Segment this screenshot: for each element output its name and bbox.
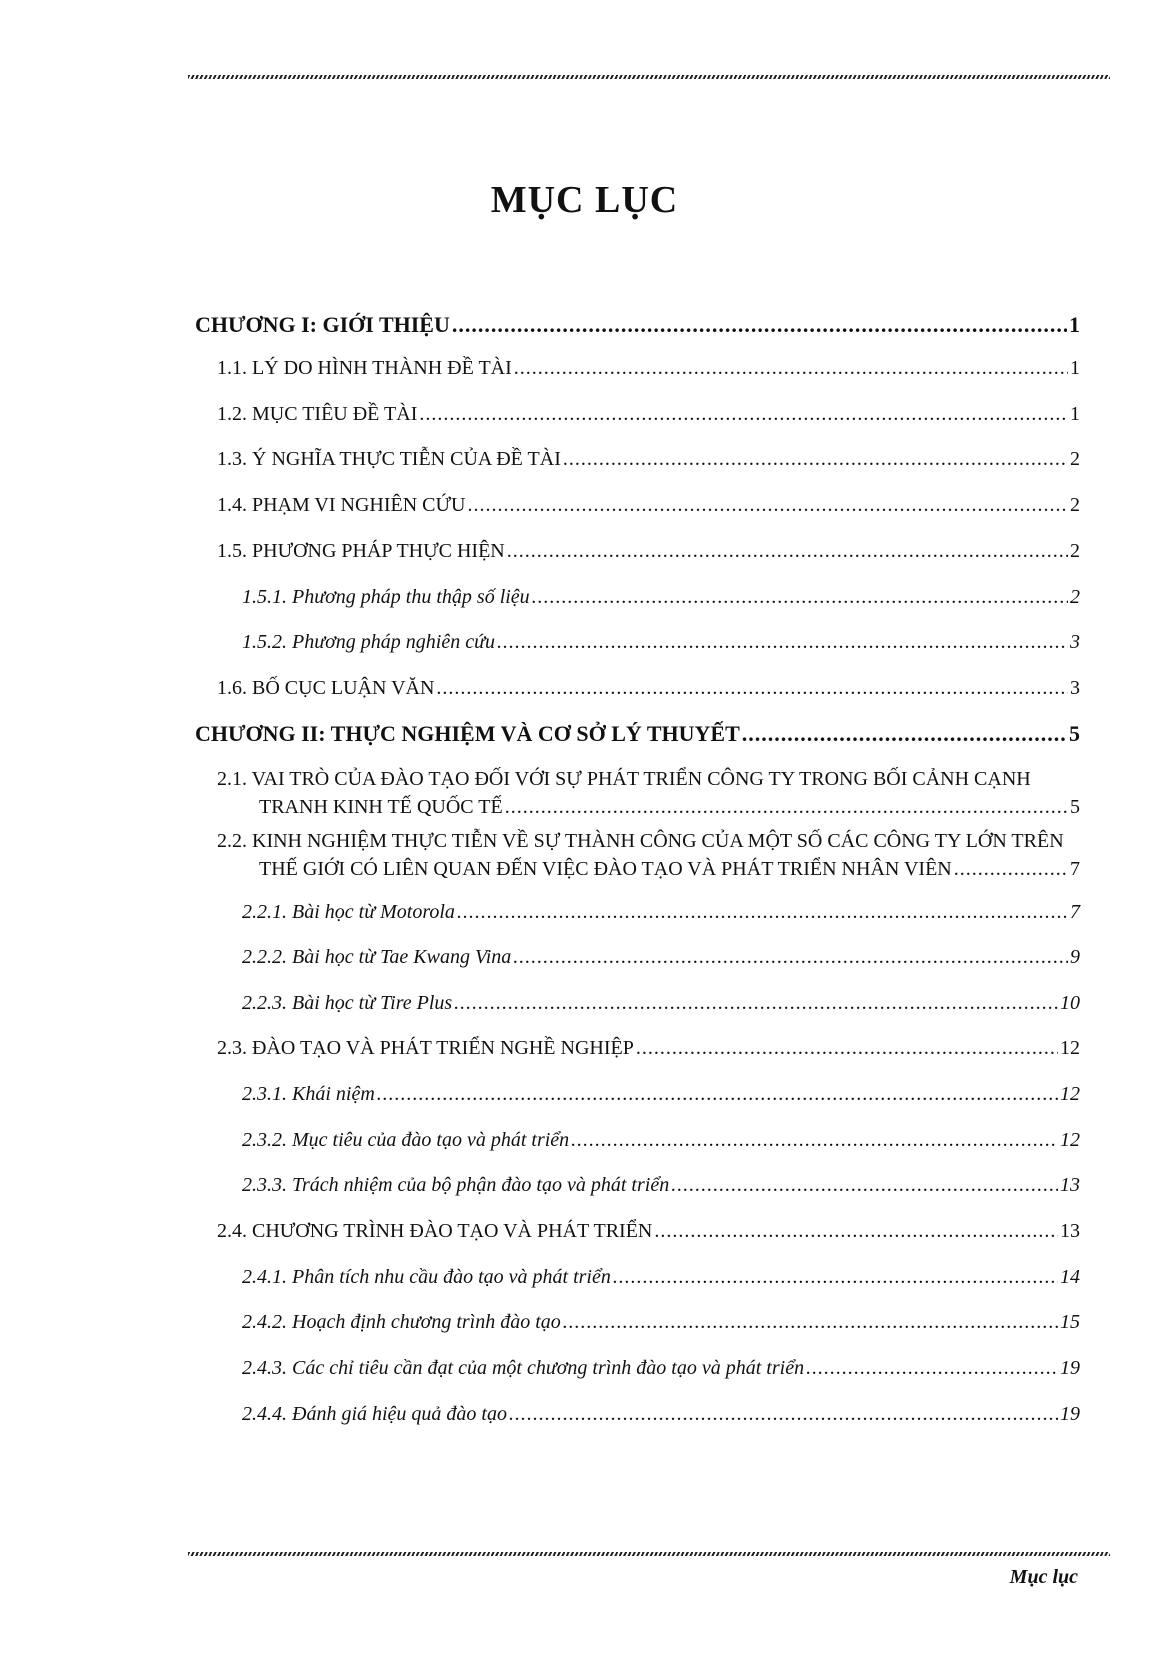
leader-dots [571,1129,1058,1152]
leader-dots [505,796,1068,819]
toc-entry-text: 2.4. CHƯƠNG TRÌNH ĐÀO TẠO VÀ PHÁT TRIỂN [217,1220,653,1242]
leader-dots [509,1403,1058,1426]
toc-entry-text: 1.4. PHẠM VI NGHIÊN CỨU [217,494,466,516]
toc-entry-text: 1.1. LÝ DO HÌNH THÀNH ĐỀ TÀI [217,357,512,379]
toc-entry[interactable] [195,448,1080,471]
toc-entry-text: 1.6. BỐ CỤC LUẬN VĂN [217,677,435,699]
toc-entry-text: 1.3. Ý NGHĨA THỰC TIỄN CỦA ĐỀ TÀI [217,448,561,470]
toc-subentry[interactable] [195,1266,1080,1289]
toc-page-number: 15 [1060,1311,1080,1333]
toc-page-number: 5 [1069,721,1080,746]
toc-entry[interactable] [195,403,1080,426]
leader-dots [806,1357,1058,1380]
toc-entry-multiline[interactable] [195,768,1080,819]
leader-dots [513,946,1068,969]
leader-dots [671,1174,1058,1197]
leader-dots [497,631,1068,654]
toc-page-number: 12 [1060,1129,1080,1151]
toc-entry[interactable] [195,1220,1080,1243]
toc-subentry[interactable] [195,1357,1080,1380]
leader-dots [563,448,1068,471]
toc-page-number: 2 [1070,586,1080,608]
toc-page-number: 12 [1060,1083,1080,1105]
toc-entry-text: 2.4.3. Các chỉ tiêu cần đạt của một chương trình đào tạo và phát triển [242,1357,805,1379]
leader-dots [452,312,1067,338]
toc-chapter-2[interactable] [195,721,1080,747]
toc-entry-continuation: TRANH KINH TẾ QUỐC TẾ [259,796,503,818]
toc-entry-text: 1.5.1. Phương pháp thu thập số liệu [242,586,530,608]
toc-entry-continuation: THẾ GIỚI CÓ LIÊN QUAN ĐẾN VIỆC ĐÀO TẠO VÀ PHÁT TRIỂN NHÂN VIÊN [259,858,952,880]
toc-entry-text: 2.2. KINH NGHIỆM THỰC TIỄN VỀ SỰ THÀNH CÔNG CỦA MỘT SỐ CÁC CÔNG TY LỚN TRÊN [217,830,1064,852]
toc-entry-text: CHƯƠNG I: GIỚI THIỆU [195,312,450,337]
toc-page-number: 1 [1070,403,1080,425]
toc-page-number: 5 [1070,796,1080,818]
leader-dots [742,721,1067,747]
toc-entry-text: 2.2.3. Bài học từ Tire Plus [242,992,453,1014]
toc-chapter-1[interactable] [195,312,1080,338]
toc-page-number: 13 [1060,1174,1080,1196]
leader-dots [563,1311,1058,1334]
toc-entry[interactable] [195,677,1080,700]
toc-page-number: 9 [1070,946,1080,968]
toc-page-number: 1 [1069,312,1080,337]
toc-entry-text: 2.4.2. Hoạch định chương trình đào tạo [242,1311,561,1333]
footer-rule [188,1552,1110,1556]
toc-entry[interactable] [195,494,1080,517]
toc-entry-text: 2.1. VAI TRÒ CỦA ĐÀO TẠO ĐỐI VỚI SỰ PHÁT TRIỂN CÔNG TY TRONG BỐI CẢNH CẠNH [217,768,1031,790]
toc-page-number: 13 [1060,1220,1080,1242]
page-title: MỤC LỤC [490,179,679,221]
toc-entry-text: 2.3.1. Khái niệm [242,1083,375,1105]
leader-dots [613,1266,1058,1289]
toc-page-number: 3 [1070,631,1080,653]
leader-dots [507,540,1068,563]
leader-dots [468,494,1069,517]
toc-subentry[interactable] [195,631,1080,654]
toc-page-number: 10 [1060,992,1080,1014]
toc-subentry[interactable] [195,586,1080,609]
leader-dots [457,901,1068,924]
toc-subentry[interactable] [195,1129,1080,1152]
leader-dots [654,1220,1058,1243]
leader-dots [514,357,1068,380]
leader-dots [436,677,1068,700]
toc-subentry[interactable] [195,901,1080,924]
toc-entry-multiline[interactable] [195,830,1080,881]
toc-entry[interactable] [195,540,1080,563]
toc-entry-text: 1.5. PHƯƠNG PHÁP THỰC HIỆN [217,540,505,562]
toc-subentry[interactable] [195,946,1080,969]
toc-entry-text: 1.2. MỤC TIÊU ĐỀ TÀI [217,403,418,425]
toc-entry-text: 2.3.3. Trách nhiệm của bộ phận đào tạo và phát triển [242,1174,670,1196]
toc-entry-text: 1.5.2. Phương pháp nghiên cứu [242,631,496,653]
leader-dots [454,992,1058,1015]
toc-page-number: 12 [1060,1037,1080,1059]
toc-entry-text: 2.3.2. Mục tiêu của đào tạo và phát triển [242,1129,570,1151]
toc-subentry[interactable] [195,992,1080,1015]
toc-page-number: 2 [1070,540,1080,562]
toc-entry[interactable] [195,1037,1080,1060]
toc-page-number: 19 [1060,1403,1080,1425]
toc-page-number: 1 [1070,357,1080,379]
toc-page-number: 7 [1070,858,1080,880]
toc-subentry[interactable] [195,1311,1080,1334]
leader-dots [377,1083,1058,1106]
toc-page-number: 7 [1070,901,1080,923]
toc-entry-text: 2.2.2. Bài học từ Tae Kwang Vina [242,946,512,968]
toc-subentry[interactable] [195,1403,1080,1426]
toc-subentry[interactable] [195,1083,1080,1106]
toc-entry-text: 2.4.4. Đánh giá hiệu quả đào tạo [242,1403,507,1425]
toc-entry-text: 2.4.1. Phân tích nhu cầu đào tạo và phát triển [242,1266,611,1288]
toc-page-number: 14 [1060,1266,1080,1288]
toc-page-number: 2 [1070,494,1080,516]
leader-dots [954,858,1068,881]
leader-dots [532,586,1068,609]
footer-label: Mục lục [1009,1566,1078,1588]
toc-page-number: 3 [1070,677,1080,699]
toc-entry-text: 2.3. ĐÀO TẠO VÀ PHÁT TRIỂN NGHỀ NGHIỆP [217,1037,634,1059]
toc-page-number: 19 [1060,1357,1080,1379]
toc-subentry[interactable] [195,1174,1080,1197]
toc-page-number: 2 [1070,448,1080,470]
toc-entry[interactable] [195,357,1080,380]
toc-entry-text: 2.2.1. Bài học từ Motorola [242,901,455,923]
leader-dots [636,1037,1058,1060]
toc-entry-text: CHƯƠNG II: THỰC NGHIỆM VÀ CƠ SỞ LÝ THUYẾT [195,721,740,746]
leader-dots [419,403,1068,426]
header-rule [188,75,1110,79]
